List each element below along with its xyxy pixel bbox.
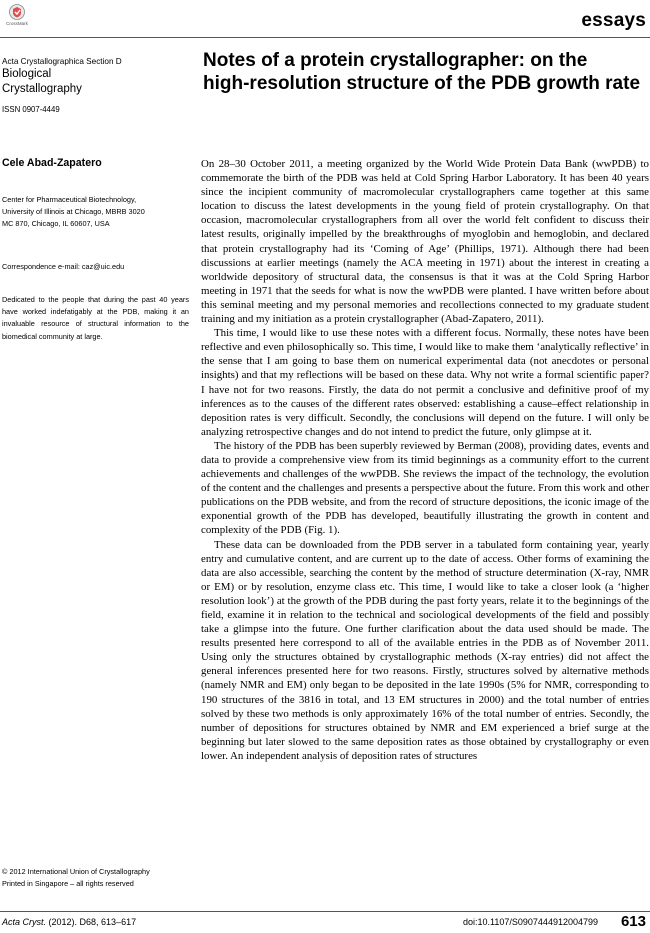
crossmark-icon	[9, 4, 25, 20]
issn: ISSN 0907-4449	[2, 105, 60, 114]
dedication: Dedicated to the people that during the past 40 years have worked indefatigably at the PDB, making it an invaluable resource of structural information to the biomedical community at large.	[2, 295, 189, 341]
affiliation	[2, 194, 189, 231]
title-line-1: Notes of a protein crystallographer: on the	[203, 50, 588, 71]
body-paragraph: These data can be downloaded from the PDB server in a tabulated form containing year, yearly entry and cumulative content, and are current up to the date of access. Other forms of examining the data are also accessible, searching the content by the method of structure determination (X-ray, NMR or EM) or by resolution, enzyme class etc. This time, I would like to take a closer look (a ‘higher resolution look’) at the growth of the PDB during the past forty years, relate it to the beginnings of the field, examine it in relation to the technical and sociological developments of the field and possibly take a glimpse into the future. One further clarification about the data used should be made. The results presented here correspond to all of the available entries in the PDB as of November 2011. Using only the structures obtained by crystallographic methods (X-ray entries) did not affect the general inferences presented here for two reasons. Firstly, structures solved by alternative methods (namely NMR and EM) only began to be deposited in the late 1990s (5% for NMR, corresponding to 190 structures of the 3816 in total, and 13 EM structures in 2000) and the total number of entries solved by these two methods is only approximately 16% of the total number of entries. Secondly, the number of depositions for structures obtained by NMR and EM experienced a brief surge at the beginning but later slowed to the same deposition rates as those obtained by crystallography or even lower. An independent analysis of deposition rates of structures	[201, 538, 649, 762]
copyright-notice	[2, 866, 189, 890]
journal-block	[2, 56, 187, 114]
footer-doi[interactable]: doi:10.1107/S0907444912004799	[463, 917, 598, 927]
journal-name-line1: Biological	[2, 68, 52, 80]
article-title	[203, 50, 643, 95]
article-body	[201, 157, 649, 763]
journal-abbrev: Acta Cryst.	[2, 917, 47, 927]
copyright-line-1: © 2012 International Union of Crystallography	[2, 867, 150, 876]
body-paragraph: The history of the PDB has been superbly reviewed by Berman (2008), providing dates, events and data to provide a comprehensive view from its timid beginnings as a community effort to the current achievements and challenges of the wwPDB. She reviews the impact of the technology, the evolution of the content and the challenges and presents a perspective about the future. From this work and other publications on the PDB website, and from the record of structure depositions, the iconic image of the exponential growth of the PDB has developed, beautifully illustrating the growth in content and complexity of the PDB (Fig. 1).	[201, 439, 649, 537]
body-paragraph: This time, I would like to use these notes with a different focus. Normally, these notes have been reflective and even philosophically so. This time, I would like to make them ‘analytically reflective’ in the sense that I am going to base them on numerical experimental data (not anecdotes or personal insights) and that my reflections will be based on these data. Why not write a formal scientific paper? I have not for two reasons. Firstly, the data do not permit a conclusive and definitive proof of my inferences as to the causes of the different rates observed: establishing a cause–effect relationship in deposition rates is very difficult. Secondly, the conclusions will depend on the future. I will only be analyzing retrospective changes and do not intend to predict the future, only glimpse at it.	[201, 327, 649, 438]
crossmark-logo[interactable]	[4, 4, 30, 26]
page-number: 613	[620, 913, 646, 930]
affiliation-line: MC 870, Chicago, IL 60607, USA	[2, 219, 110, 229]
header-rule	[0, 37, 650, 38]
correspondence-email[interactable]: Correspondence e-mail: caz@uic.edu	[2, 262, 125, 271]
footer-rule	[0, 911, 650, 912]
crossmark-label: CrossMark	[6, 21, 28, 26]
copyright-line-2: Printed in Singapore – all rights reserved	[2, 879, 134, 889]
footer-citation	[2, 917, 136, 927]
citation-details: (2012). D68, 613–617	[46, 917, 137, 927]
affiliation-line: Center for Pharmaceutical Biotechnology,	[2, 195, 137, 204]
title-line-2: high-resolution structure of the PDB growth rate	[203, 72, 641, 94]
section-label: essays	[581, 10, 646, 31]
journal-series: Acta Crystallographica Section D	[2, 57, 122, 66]
affiliation-line: University of Illinois at Chicago, MBRB 3020	[2, 207, 145, 217]
body-paragraph: On 28–30 October 2011, a meeting organized by the World Wide Protein Data Bank (wwPDB) to commemorate the birth of the PDB was held at Cold Spring Harbor Laboratory. It has been 40 years since the incipient community of macromolecular crystallographers came together at this same location to discuss the latest developments in the young field of protein crystallography. On that occasion, macromolecular crystallographers from all over the world felt confident to discuss their latest results, originally impelled by the breakthroughs of myoglobin and hemoglobin, and declared that protein crystallography had its ‘Coming of Age’ (Phillips, 1971). Although there had been discussions at earlier meetings (namely the ACA meeting in 1971) about the interest in creating a worldwide depository of structural data, the consensus is that it was at the Cold Spring Harbor meeting in 1971 that the seeds for what is now the wwPDB were planted. I have written before about this seminal meeting and my personal memories and recollections connected to my graduate student training and my initiation as a protein crystallographer (Abad-Zapatero, 2011).	[201, 158, 649, 326]
journal-name-line2: Crystallography	[2, 83, 82, 95]
author-name: Cele Abad-Zapatero	[2, 157, 102, 169]
